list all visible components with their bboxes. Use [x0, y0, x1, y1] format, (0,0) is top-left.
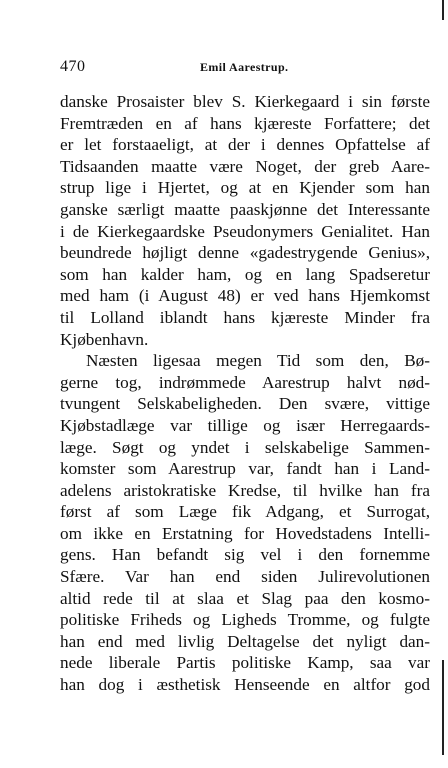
text-line: ganske særligt maatte paaskjønne det Interessante	[60, 199, 430, 219]
text-line: Tidsaanden maatte være Noget, der greb Aare-	[60, 156, 430, 176]
paragraph	[60, 350, 430, 696]
text-line: han dog i æsthetisk Henseende en altfor god	[60, 675, 430, 695]
page-number: 470	[60, 58, 86, 75]
paragraph	[60, 91, 430, 350]
text-line: Kjøbstadlæge var tillige og især Herregaards-	[60, 415, 430, 435]
text-line: Fremtræden en af hans kjæreste Forfattere; det	[60, 113, 430, 133]
text-line: som han kalder ham, og en lang Spadseretur	[60, 264, 430, 284]
text-line: om ikke en Erstatning for Hovedstadens Intelli-	[60, 523, 430, 543]
text-line: Næsten ligesaa megen Tid som den, Bø-	[86, 351, 430, 371]
text-line: Sfære. Var han end siden Julirevolutionen	[60, 567, 430, 587]
text-line: altid rede til at slaa et Slag paa den kosmo-	[60, 588, 430, 608]
text-line: med ham (i August 48) er ved hans Hjemkomst	[60, 286, 430, 306]
text-line: er let forstaaeligt, at der i dennes Opfattelse af	[60, 135, 430, 155]
text-line: gens. Han befandt sig vel i den fornemme	[60, 545, 430, 565]
text-line: han end med livlig Deltagelse det nyligt dan-	[60, 631, 430, 651]
text-line: danske Prosaister blev S. Kierkegaard i sin første	[60, 92, 430, 111]
text-line: komster som Aarestrup var, fandt han i Land-	[60, 459, 430, 479]
text-line: politiske Friheds og Ligheds Tromme, og fulgte	[60, 610, 430, 630]
text-line: tvungent Selskabeligheden. Den svære, vittige	[60, 394, 430, 414]
text-line: først af som Læge fik Adgang, et Surrogat,	[60, 502, 430, 522]
text-line: beundrede højligt denne «gadestrygende Genius»,	[60, 243, 430, 263]
text-line: læge. Søgt og yndet i selskabelige Sammen-	[60, 437, 430, 457]
text-line: i de Kierkegaardske Pseudonymers Genialitet. Han	[60, 221, 430, 241]
text-line: til Lolland iblandt hans kjæreste Minder fra	[60, 307, 430, 327]
body-text	[60, 91, 430, 696]
text-line: nede liberale Partis politiske Kamp, saa var	[60, 653, 430, 673]
page-edge-mark	[442, 0, 444, 20]
running-head	[60, 56, 430, 80]
text-line: gerne tog, indrømmede Aarestrup halvt nød-	[60, 372, 430, 392]
text-line: adelens aristokratiske Kredse, til hvilke han fra	[60, 480, 430, 500]
text-line: Kjøbenhavn.	[60, 329, 149, 349]
running-title: Emil Aarestrup.	[200, 60, 289, 74]
text-line: strup lige i Hjertet, og at en Kjender som han	[60, 178, 430, 198]
page-edge-mark	[442, 660, 444, 755]
